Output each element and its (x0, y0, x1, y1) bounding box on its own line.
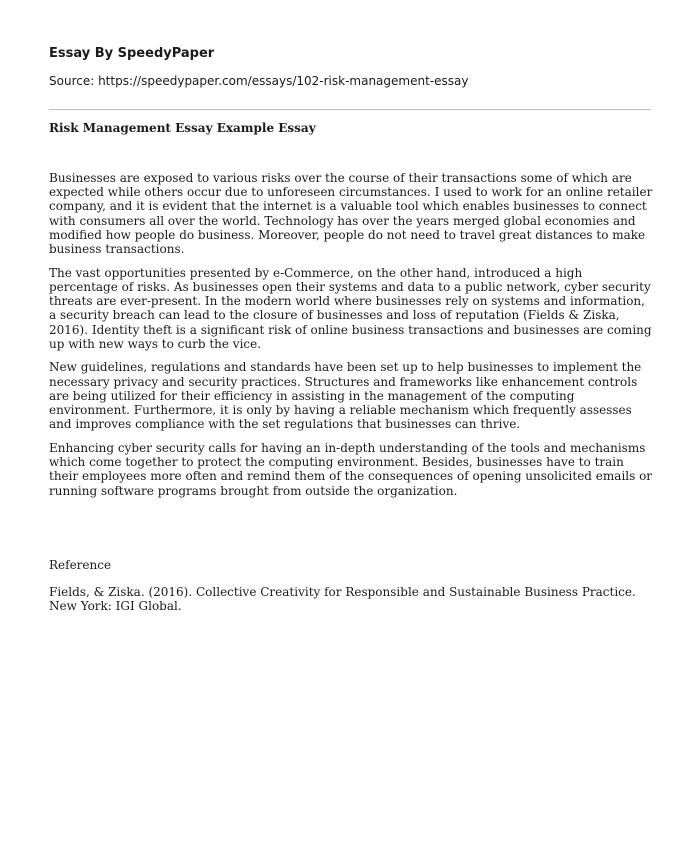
essay-title: Risk Management Essay Example Essay (49, 121, 316, 135)
document-page (49, 0, 654, 850)
paragraph: The vast opportunities presented by e-Commerce, on the other hand, introduced a high percentage of risks. As businesses open their systems and data to a public network, cyber security threats are ever-present. In the modern world where businesses rely on systems and information, a security breach can lead to the closure of businesses and loss of reputation (Fields & Ziska, 2016). Identity theft is a significant risk of online business transactions and businesses are coming up with new ways to curb the vice. (49, 265, 652, 351)
reference-entry: Fields, & Ziska. (2016). Collective Creativity for Responsible and Sustainable Business Practice. New York: IGI Global. (49, 585, 636, 614)
source-line: Source: https://speedypaper.com/essays/102-risk-management-essay (49, 74, 469, 88)
document-header-title: Essay By SpeedyPaper (49, 46, 215, 61)
reference-heading: Reference (49, 558, 112, 572)
paragraph: Businesses are exposed to various risks over the course of their transactions some of which are expected while others occur due to unforeseen circumstances. I used to work for an online retailer company, and it is evident that the internet is a valuable tool which enables businesses to connect with consumers all over the world. Technology has over the years merged global economies and modified how people do business. Moreover, people do not need to travel great distances to make business transactions. (49, 171, 653, 257)
paragraph: New guidelines, regulations and standards have been set up to help businesses to implement the necessary privacy and security practices. Structures and frameworks like enhancement controls are being utilized for their efficiency in assisting in the management of the computing environment. Furthermore, it is only by having a reliable mechanism which frequently assesses and improves compliance with the set regulations that businesses can thrive. (49, 360, 642, 432)
header-divider (49, 109, 651, 110)
essay-body (49, 171, 654, 507)
paragraph: Enhancing cyber security calls for having an in-depth understanding of the tools and mechanisms which come together to protect the computing environment. Besides, businesses have to train their employees more often and remind them of the consequences of opening unsolicited emails or running software programs brought from outside the organization. (49, 440, 653, 498)
